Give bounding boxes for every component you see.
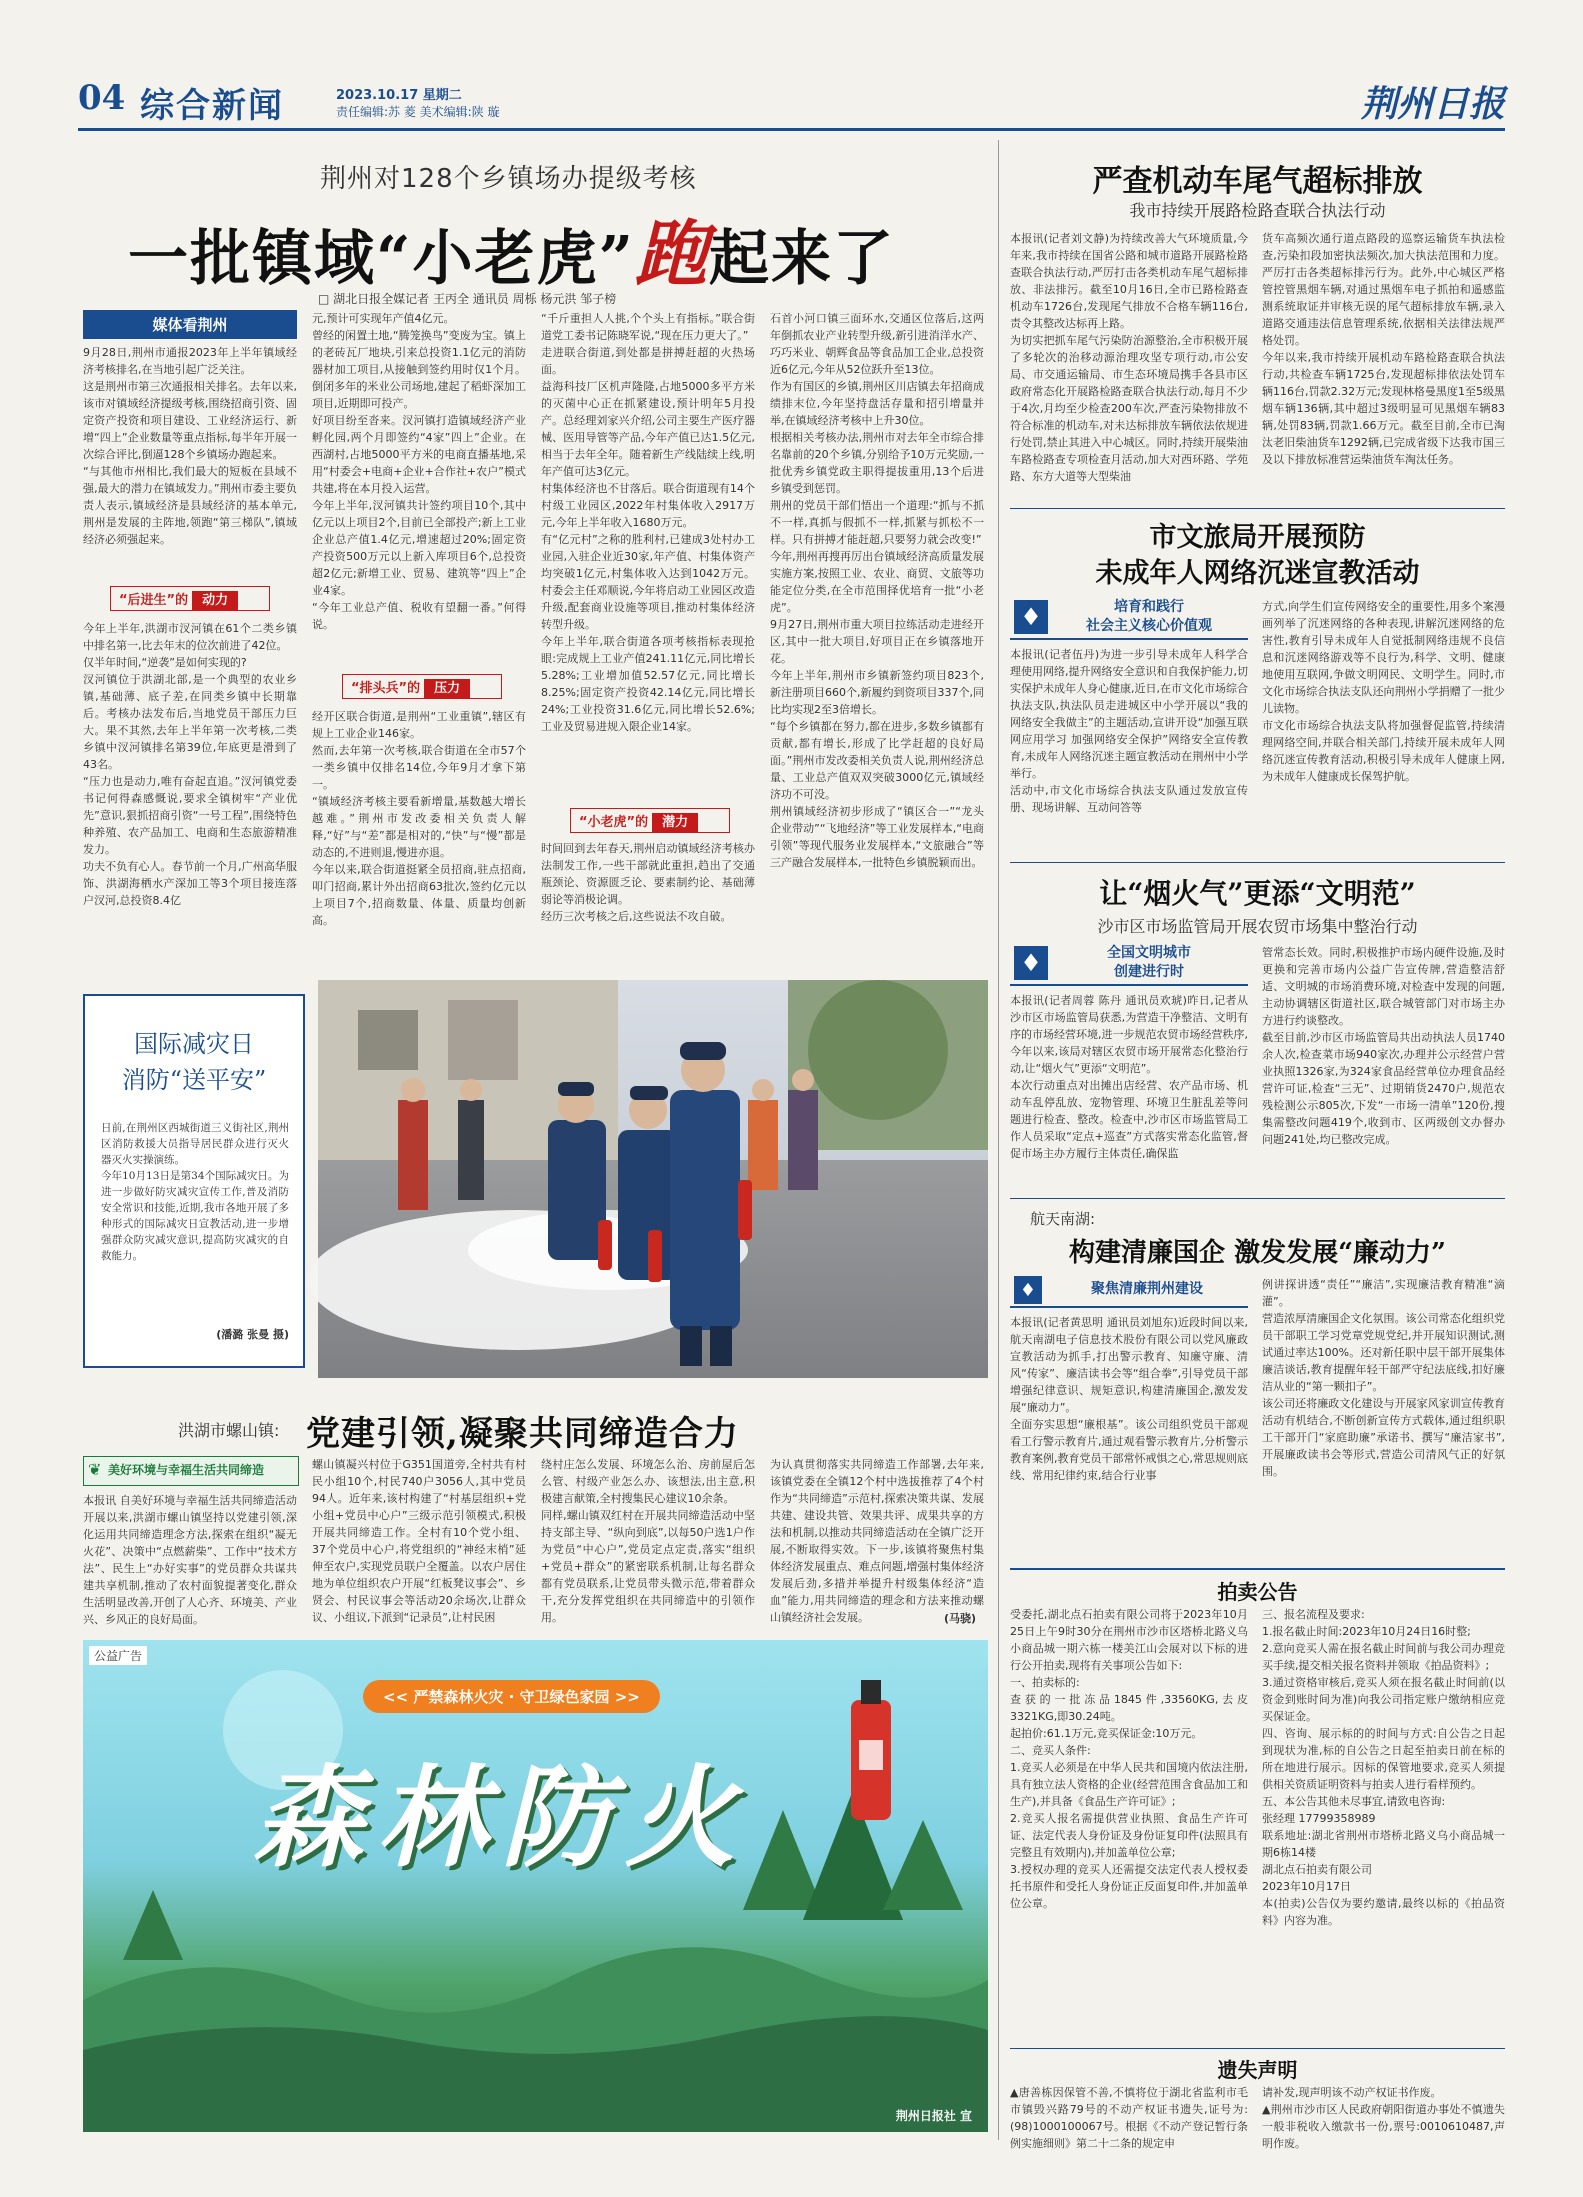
a3-title: 让“烟火气”更添“文明范” [1099, 877, 1416, 910]
ad-credit: 荆州日报社 宣 [890, 2105, 978, 2126]
value-badge-icon: ♦ [1014, 600, 1048, 634]
ad-headline: 森林防火 [253, 1753, 749, 1882]
lead-col3b: 时间回到去年春天,荆州启动镇域经济考核办法制发工作,一些干部就此重担,趋出了交通瓶颈论、资源匮乏论、要素制约论、基础薄弱论等消极论调。 经历三次考核之后,这些说法不攻自破。 [541, 842, 755, 923]
photo-box [83, 994, 305, 1368]
a2-badge [1010, 598, 1248, 640]
photo-box-caption: 日前,在荆州区西城街道三义街社区,荆州区消防救援大员指导居民群众进行灭火器灭火实操演练。 今年10月13日是第34个国际减灾日。为进一步做好防灾减灾宣传工作,普及消防安全常识和技能,近期,我市各地开展了多种形式的国际减灾日宣教活动,进一步增强群众防灾减灾意识,提高防灾减灾的自救能力。 [101, 1122, 289, 1262]
subhead-laggard-a: “后进生”的 [119, 593, 189, 608]
a1-col1: 本报讯(记者刘文静)为持续改善大气环境质量,今年来,我市持续在国省公路和城市道路开展路检路查联合执法行动,严厉打击各类机动车尾气超标排放、非法排污。截至10月16日,全市已路检路查机动车1726台,发现尾气排放不合格车辆116台,责令其整改达标再上路。 为切实把抓车尾气污染防治源整治,全市积极开展了多轮次的治移动源治理攻坚专项行动,市公安局、市交通运输局、市生态环境局携手各县市区政府常态化开展路检路查联合执法行动,每月不少于4次,月均至少检查200车次,严查污染物排放不符合标准的机动车,对未达标排放车辆依法依规进行处罚,禁止其进入中心城区。同时,持续开展柴油车路检路查专项检查月活动,加大对西环路、学苑路、东方大道等大型柴油 [1010, 232, 1248, 483]
subhead-laggard [110, 586, 270, 611]
a1-title: 严查机动车尾气超标排放 [1092, 164, 1423, 199]
editors: 责任编辑:苏 菱 美术编辑:陕 璇 [336, 105, 500, 119]
rule-a2 [1010, 862, 1505, 863]
leaf-icon: ❦ [88, 1460, 102, 1479]
lead-col4: 石首小河口镇三面环水,交通区位落后,这两年倒抓农业产业转型升级,新引进消洋水产、巧巧米业、朝辉食品等食品加工企业,总投资近6亿元,今年从52位跃升至13位。 作为有国区的乡镇,荆州区川店镇去年招商成绩排末位,今年坚持盘活存量和招引增量并举,在镇域经济考核中上升30位。 根据相关考核办法,荆州市对去年全市综合排名靠前的20个乡镇,分别给予10万元奖励,一批优秀乡镇党政主职得提拔重用,13个后进乡镇受到惩罚。 荆州的党员干部们悟出一个道理:“抓与不抓不一样,真抓与假抓不一样,抓紧与抓松不一样。只有拼搏才能赶超,只要努力就会改变!” 今年,荆州再搜再厉出台镇域经济高质量发展实施方案,按照工业、农业、商贸、文旅等功能定位分类,在全市范围择优培育一批“小老虎”。 9月27日,荆州市重大项目拉练活动走进经开区,其中一批大项目,好项目正在乡镇落地开花。 今年上半年,荆州市乡镇新签约项目823个,新注册项目660个,新履约到资项目337个,同比均实现2至3倍增长。 “每个乡镇都在努力,都在进步,多数乡镇都有贡献,都有增长,形成了比学赶超的良好局面。”荆州市发改委相关负责人说,荆州经济总量、工业总产值双双突破3000亿元,镇域经济功不可没。 荆州镇域经济初步形成了“镇区合一”“龙头企业带动”“飞地经济”等工业发展样本,“电商引领”等现代服务业发展样本,“文旅融合”等三产融合发展样本,一批特色乡镇脱颖而出。 [770, 312, 984, 869]
subhead-tiger-a: “小老虎”的 [579, 815, 649, 830]
a2-col2: 方式,向学生们宣传网络安全的重要性,用多个案漫画列举了沉迷网络的各种表现,讲解沉迷网络的危害性,教育引导未成年人自觉抵制网络违规不良信息和沉迷网络游戏等不良行为,科学、文明、健康地使用互联网,争做文明网民、文明学生。同时,市文化市场综合执法支队还向荆州小学捐赠了一批少儿读物。 市文化市场综合执法支队将加强督促监管,持续清理网络空间,并联合相关部门,持续开展未成年人网络沉迷宣传教育活动,积极引导未成年人健康上网,为未成年人健康成长保驾护航。 [1262, 600, 1505, 783]
section-name: 综合新闻 [140, 86, 284, 126]
lead-byline: □ 湖北日报全媒记者 王丙全 通讯员 周栎 杨元洪 邹子榜 [318, 292, 617, 306]
lead-headline-a: 一批镇域“小老虎” [128, 224, 636, 294]
a4-badge [1010, 1276, 1248, 1308]
a3-col2: 管常态长效。同时,积极推护市场内硬件设施,及时更换和完善市场内公益广告宣传牌,营造整洁舒适、文明城的市场消费环境,对检查中发现的问题,主动协调辖区街道社区,联合城管部门对市场主办方进行约谈整改。 截至目前,沙市区市场监管局共出动执法人员1740余人次,检查菜市场940家次,办理并公示经营户营业执照1326家,为324家食品经营单位办理食品经营许可证,检查“三无”、过期销货2470户,规范农残检测公示805次,下发“一市场一清单”120份,搜集需整改问题419个,收到市、区两级创文办督办问题241处,均已整改完成。 [1262, 946, 1505, 1146]
a2-badge-text: 培育和践行 社会主义核心价值观 [1086, 599, 1212, 634]
col-rule-right [998, 140, 999, 2140]
subhead-laggard-b: 动力 [192, 591, 238, 610]
a5-badge [83, 1456, 299, 1486]
public-ad [83, 1640, 988, 2132]
a1-col2: 货车高频次通行道点路段的巡察运输货车执法检查,污染扣段加密执法频次,加大执法范围和力度。严厉打击各类超标排污行为。此外,中心城区严格管控管黑烟车辆,对通过黑烟车电子抓拍和遥感监测系统取证并审核无误的尾气超标排放车辆,录入道路交通违法信息管理系统,依据相关法律法规严格处罚。 今年以来,我市持续开展机动车路检路查联合执法行动,共检查车辆1725台,发现超标排依法处罚车辆116台,罚款2.32万元;发现林格曼黑度1至5级黑烟车辆136辆,其中超过3级明显可见黑烟车辆83辆,处罚83辆,罚款1.66万元。截至目前,全市已淘汰老旧柴油货车1292辆,已完成省级下达我市国三及以下排放标准营运柴油货车淘汰任务。 [1262, 232, 1505, 466]
rule-auction [1010, 1568, 1505, 1570]
rule-a3 [1010, 1198, 1505, 1199]
a4-title: 构建清廉国企 激发发展“廉动力” [1069, 1238, 1446, 1268]
rule-lost [1010, 2048, 1505, 2049]
a2-title: 市文旅局开展预防 未成年人网络沉迷宣教活动 [1095, 522, 1420, 589]
masthead [78, 76, 1505, 126]
photo [318, 980, 988, 1378]
lead-col3a: “千斤重担人人挑,个个头上有指标。”联合街道党工委书记陈晓军说,“现在压力更大了。” 走进联合街道,到处都是拼搏赶超的火热场面。 益海科技厂区机声隆隆,占地5000多平方米的灭菌中心正在抓紧建设,预计明年5月投产。总经理刘家兴介绍,公司主要生产医疗器械、医用导管等产品,今年产值已达1.5亿元,相当于去年全年。随着新生产线陆续上线,明年产值可达3亿元。 村集体经济也不甘落后。联合街道现有14个村级工业园区,2022年村集体收入2917万元,今年上半年收入1680万元。 有“亿元村”之称的胜利村,已建成3处村办工业园,入驻企业近30家,年产值、村集体资产均突破1亿元,村集体收入达到1042万元。村委会主任邓顺说,今年将启动工业园区改造升级,配套商业设施等项目,推动村集体经济转型升级。 今年上半年,联合街道各项考核指标表现抢眼:完成规上工业产值241.11亿元,同比增长5.28%;工业增加值52.57亿元,同比增长8.25%;固定资产投资42.14亿元,同比增长24%;工业投资31.6亿元,同比增长52.6%;工业及贸易进规入限企业14家。 [541, 312, 755, 733]
newspaper-logo: 荆州日报 [1360, 83, 1505, 125]
lost-col1: ▲唐善栋因保管不善,不慎将位于湖北省监利市毛市镇毁兴路79号的不动产权证书遗失,证号为:(98)1000100067号。根据《不动产登记暂行条例实施细则》第二十二条的规定申 [1010, 2086, 1248, 2150]
a5-credit: (马骁) [944, 1612, 977, 1625]
photo-box-title: 国际减灾日 消防“送平安” [121, 1030, 267, 1094]
a5-badge-text: 美好环境与幸福生活共同缔造 [108, 1463, 265, 1477]
subhead-tiger [570, 808, 730, 833]
lead-col2b: 经开区联合街道,是荆州“工业重镇”,辖区有规上工业企业146家。 然而,去年第一次考核,联合街道在全市57个一类乡镇中仅排名14位,今年9月才拿下第一。 “镇域经济考核主要看新增量,基数越大增长越难。”荆州市发改委相关负责人解释,“好”与“差”都是相对的,“快”与“慢”都是动态的,不进则退,慢进亦退。 今年以来,联合街道挺紧全员招商,驻点招商,叩门招商,累计外出招商63批次,签约亿元以上项目7个,招商数量、体量、质量均创新高。 [312, 710, 526, 927]
a3-col1: 本报讯(记者周蓉 陈丹 通讯员欢琥)昨日,记者从沙市区市场监管局获悉,为营造干净整洁、文明有序的市场经营环境,进一步规范农贸市场经营秩序,今年以来,该局对辖区农贸市场开展常态化整治行动,让“烟火气”更添“文明范”。 本次行动重点对出摊出店经营、农产品市场、机动车乱停乱放、宠物管理、环境卫生脏乱差等问题进行检查、整改。检查中,沙市区市场监管局工作人员采取“定点+巡查”方式落实常态化监管,督促市场主办方履行主体责任,确保监 [1010, 994, 1248, 1160]
a5-col1: 本报讯 自美好环境与幸福生活共同缔造活动开展以来,洪湖市螺山镇坚持以党建引领,深化运用共同缔造理念方法,探索在组织“凝无火花”、决策中“点燃薪柴”、工作中“技术方法”、民生上“办好实事”的党员群众共谋共建共享机制,推动了农村面貌提著变化,群众生活明显改善,开创了人心齐、环境美、产业兴、乡风正的良好局面。 [83, 1494, 297, 1626]
auction-col1: 受委托,湖北点石拍卖有限公司将于2023年10月25日上午9时30分在荆州市沙市区塔桥北路义乌小商品城一期六栋一楼美江山会展对以下标的进行公开拍卖,现将有关事项公告如下: 一、拍卖标的: 查获的一批冻品1845件,33560KG,去皮3321KG,即30.24吨。 起拍价:61.1万元,竞买保证金:10万元。 二、竞买人条件: 1.竞买人必须是在中华人民共和国境内依法注册,具有独立法人资格的企业(经营范围含食品加工和生产),并具备《食品生产许可证》; 2.竞买人报名需提供营业执照、食品生产许可证、法定代表人身份证及身份证复印件(法照具有完整且有效期内),并加盖单位公章; 3.授权办理的竞买人还需提交法定代表人授权委托书原件和受托人身份证正反面复印件,并加盖单位公章。 [1010, 1608, 1248, 1910]
auction-col2: 三、报名流程及要求: 1.报名截止时间:2023年10月24日16时整; 2.意向竞买人需在报名截止时间前与我公司办理竞买手续,提交相关报名资料并领取《拍品资料》; 3.通过资格审核后,竞买人须在报名截止时间前(以资金到账时间为准)向我公司指定账户缴纳相应竞买保证金。 四、咨询、展示标的的时间与方式:自公告之日起到现状为准,标的自公告之日起至拍卖日前在标的所在地进行展示。因标的保管地要求,竞买人须提供相关资质证明资料与拍卖人进行看样预约。 五、本公告其他未尽事宜,请致电咨询: 张经理 17799358989 联系地址:湖北省荆州市塔桥北路义乌小商品城一期6栋14楼 湖北点石拍卖有限公司 2023年10月17日 本(拍卖)公告仅为要约邀请,最终以标的《拍品资料》内容为准。 [1262, 1608, 1505, 1927]
lead-col1a: 9月28日,荆州市通报2023年上半年镇域经济考核排名,在当地引起广泛关注。 这是荆州市第三次通报相关排名。去年以来,该市对镇域经济提级考核,围绕招商引资、固定资产投资和项目建设、工业经济运行、新增“四上”企业数量等重点指标,每半年开展一次综合评比,倒逼128个乡镇场办跑起来。 “与其他市州相比,我们最大的短板在县域不强,最大的潜力在镇域发力。”荆州市委主要负责人表示,镇域经济是县域经济的基本单元,荆州是发展的主阵地,领跑“第三梯队”,镇域经济必须强起来。 [83, 346, 297, 546]
lost-title: 遗失声明 [1217, 2058, 1298, 2082]
a2-col1: 本报讯(记者伍丹)为进一步引导未成年人科学合理使用网络,提升网络安全意识和自我保护能力,切实保护未成年人身心健康,近日,在市文化市场综合执法支队,执法队员走进城区中小学开展以“我的网络安全我做主”的主题活动,宣讲开设“加强互联网应用学习 加强网络安全保护”网络安全宣传教育,未成年人网络沉迷主题宣教活动在荆州中小学举行。 活动中,市文化市场综合执法支队通过发放宣传册、现场讲解、互动问答等 [1010, 648, 1248, 814]
ad-ribbon: << 严禁森林火灾 · 守卫绿色家园 >> [363, 1680, 660, 1713]
a5-title: 党建引领,凝聚共同缔造合力 [306, 1414, 739, 1454]
a5-col2: 螺山镇凝兴村位于G351国道旁,全村共有村民小组10个,村民740户3056人,其中党员94人。近年来,该村构建了“村基层组织+党小组+党员中心户”三级示范引领模式,积极开展共同缔造工作。全村有10个党小组、37个党员中心户,将党组织的“神经末梢”延伸至农户,实现党员联户全覆盖。以农户居住地为单位组织农户开展“红板凳议事会”、乡贤会、村民议事会等活动20余场次,让群众议、小组议,下派到“记录员”,让村民困 [312, 1458, 526, 1624]
clean-badge-icon: ♦ [1014, 1276, 1042, 1304]
a5-col3: 绕村庄怎么发展、环境怎么治、房前屋后怎么管、村级产业怎么办、该想法,出主意,积极建言献策,全村搜集民心建议10余条。 同样,螺山镇双红村在开展共同缔造活动中坚持支部主导、“纵向到底”,以每50户选1户作为党员“中心户”,党员定点定责,落实“组织+党员+群众”的紧密联系机制,让每名群众都有党员联系,让党员带头微示范,带着群众干,充分发挥党组织在共同缔造中的引领作用。 [541, 1458, 755, 1624]
masthead-rule [78, 128, 1505, 131]
subhead-leader-b: 压力 [424, 679, 470, 698]
a4-col1: 本报讯(记者黄思明 通讯员刘旭东)近段时间以来,航天南湖电子信息技术股份有限公司以党风廉政宣教活动为抓手,打出警示教育、知廉守廉、清风“传家”、廉洁读书会等“组合拳”,引导党员干部增强纪律意识、规矩意识,构建清廉国企,激发发展“廉动力”。 全面夯实思想“廉根基”。该公司组织党员干部观看工行警示教育片,通过观看警示教育片,分析警示教育案例,教育党员干部常怀戒惧之心,常思规则底线、常用纪律约束,结合行业事 [1010, 1316, 1248, 1482]
a3-badge [1010, 944, 1248, 986]
lead-kicker: 荆州对128个乡镇场办提级考核 [320, 164, 697, 194]
a4-kicker: 航天南湖: [1030, 1210, 1096, 1228]
a5-col4: 为认真贯彻落实共同缔造工作部署,去年来,该镇党委在全镇12个村中选拔推荐了4个村作为“共同缔造”示范村,探索决策共谋、发展共建、建设共管、效果共评、成果共享的方法和机制,以推动共同缔造活动在全镇广泛开展,不断取得实效。下一步,该镇将聚焦村集体经济发展重点、难点问题,增强村集体经济发展后劲,多措并举提升村级集体经济“造血”能力,用共同缔造的理念和方法来推动螺山镇经济社会发展。 [770, 1458, 984, 1624]
lead-headline-run: 跑 [635, 211, 710, 296]
lead-headline [128, 196, 895, 300]
a3-badge-text: 全国文明城市 创建进行时 [1107, 945, 1191, 980]
lead-col1b: 今年上半年,洪湖市汊河镇在61个二类乡镇中排名第一,比去年末的位次前进了42位。 仅半年时间,“逆袭”是如何实现的? 汊河镇位于洪湖北部,是一个典型的农业乡镇,基础薄、底子差,在同类乡镇中长期靠后。考核办法发布后,当地党员干部压力巨大。果不其然,去年上半年第一次考核,二类乡镇中汊河镇排名第39位,年底更是滑到了43名。 “压力也是动力,唯有奋起直追。”汊河镇党委书记何得森感慨说,要求全镇树牢“产业优先”意识,狠抓招商引资“一号工程”,围绕特色种养殖、农产品加工、电商和生态旅游精准发力。 功夫不负有心人。春节前一个月,广州高华服饰、洪湖海栖水产深加工等3个项目接连落户汊河,总投资8.4亿 [83, 622, 297, 907]
subhead-leader-a: “排头兵”的 [351, 681, 421, 696]
a5-kicker: 洪湖市螺山镇: [178, 1421, 280, 1440]
civility-badge-icon: ♦ [1014, 946, 1048, 980]
ad-label: 公益广告 [89, 1646, 147, 1665]
a3-subtitle: 沙市区市场监管局开展农贸市场集中整治行动 [1097, 917, 1418, 936]
a1-subtitle: 我市持续开展路检路查联合执法行动 [1129, 201, 1386, 220]
lost-col2: 请补发,现声明该不动产权证书作废。 ▲荆州市沙市区人民政府朝阳街道办事处不慎遗失一般非税收入缴款书一份,票号:0010610487,声明作废。 [1262, 2086, 1505, 2150]
rule-a1 [1010, 508, 1505, 509]
subhead-leader [342, 674, 502, 699]
auction-title: 拍卖公告 [1217, 1580, 1298, 1604]
lead-headline-c: 起来了 [709, 224, 896, 294]
subhead-tiger-b: 潜力 [652, 813, 698, 832]
a4-badge-text: 聚焦清廉荆州建设 [1091, 1281, 1203, 1297]
firefighting-drill-photo [318, 980, 988, 1378]
page-number: 04 [78, 78, 126, 118]
a4-col2: 例讲探讲透“责任”“廉洁”,实现廉洁教育精准“滴灌”。 营造浓厚清廉国企文化氛围。该公司常态化组织党员干部职工学习党章党规党纪,并开展知识测试,测试通过率达100%。还对新任职中层干部开展集体廉洁谈话,教育提醒年轻干部严守纪法底线,扣好廉洁从业的“第一颗扣子”。 该公司还将廉政文化建设与开展家风家训宣传教育活动有机结合,不断创新宣传方式载体,通过组织职工干部开门“家庭助廉”承诺书、撰写“廉洁家书”,开展廉政读书会等形式,营造公司清风气正的好氛围。 [1262, 1278, 1505, 1478]
photo-credit: (潘潞 张曼 摄) [216, 1328, 289, 1341]
lead-col2a: 元,预计可实现年产值4亿元。 曾经的闲置土地,“腾笼换鸟”变废为宝。镇上的老砖瓦厂地块,引来总投资1.1亿元的消防器材加工项目,从接触到签约用时仅1个月。倒闭多年的米业公司场地,建起了稻虾深加工项目,近期即可投产。 好项目纷至沓来。汊河镇打造镇域经济产业孵化园,两个月即签约“4家”四上”企业。在西湖村,占地5000平方米的电商直播基地,采用“村委会+电商+企业+合作社+农户”模式共建,将在本月投入运营。 今年上半年,汊河镇共计签约项目10个,其中亿元以上项目2个,目前已全部投产;新上工业企业总产值1.4亿元,增速超过20%;固定资产投资500万元以上新入库项目6个,总投资超2亿元;新增工业、贸易、建筑等“四上”企业4家。 “今年工业总产值、税收有望翻一番。”何得说。 [312, 312, 526, 631]
section-label: 媒体看荆州 [83, 310, 297, 339]
issue-date: 2023.10.17 星期二 [336, 88, 462, 103]
